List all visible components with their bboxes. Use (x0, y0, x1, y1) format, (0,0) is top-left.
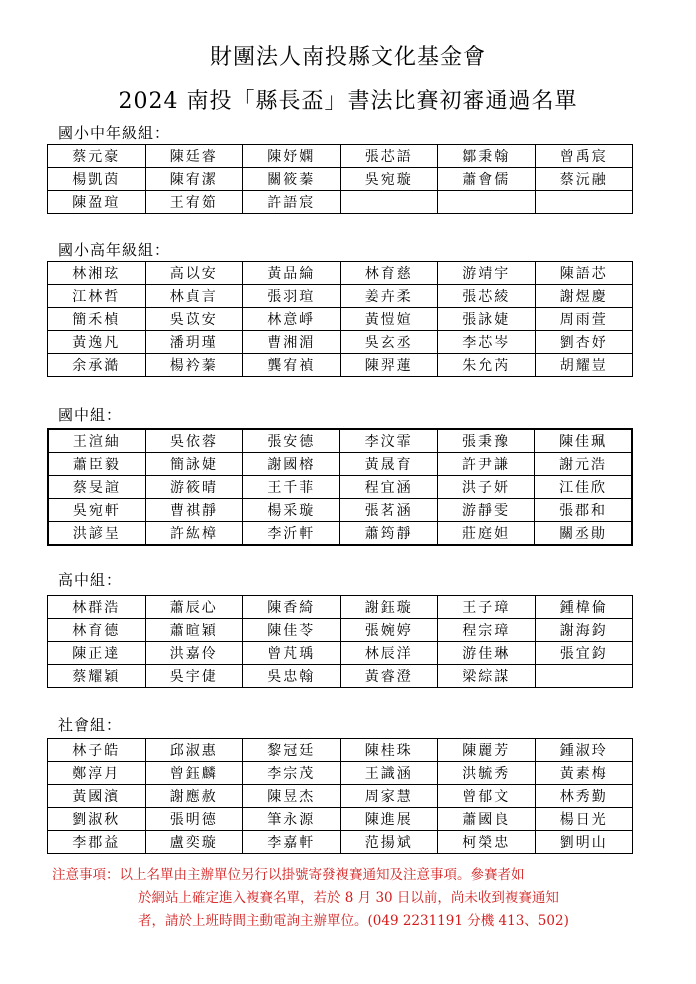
group-label: 社會組： (58, 716, 123, 734)
name-cell: 楊采璇 (243, 499, 340, 522)
name-cell: 黃逸凡 (48, 331, 146, 354)
name-cell: 謝國榕 (243, 453, 340, 476)
name-cell: 張芯綾 (438, 285, 536, 308)
name-cell: 謝煜慶 (535, 285, 633, 308)
name-cell: 林秀勤 (535, 785, 633, 808)
name-cell: 陳進展 (340, 808, 438, 831)
name-cell: 許紘樟 (145, 522, 242, 546)
name-cell: 洪毓秀 (438, 762, 536, 785)
name-cell: 陳佳珮 (535, 429, 632, 453)
name-cell: 林育慈 (340, 262, 438, 285)
name-cell: 范揚斌 (340, 831, 438, 854)
name-cell: 林湘玹 (48, 262, 146, 285)
name-cell: 蕭會儒 (438, 168, 536, 191)
names-table (47, 261, 633, 377)
name-cell: 李嘉軒 (243, 831, 341, 854)
name-cell: 周家慧 (340, 785, 438, 808)
table-row (48, 262, 633, 285)
names-table (47, 738, 633, 854)
name-cell: 曹湘湄 (243, 331, 341, 354)
table-row (48, 596, 633, 619)
name-cell: 陳正達 (48, 642, 146, 665)
name-cell: 謝應赦 (145, 785, 243, 808)
name-cell: 林育德 (48, 619, 146, 642)
table-row (48, 808, 633, 831)
group-label: 國小中年級組： (58, 124, 171, 142)
name-cell: 盧奕璇 (145, 831, 243, 854)
name-cell: 關筱蓁 (243, 168, 341, 191)
name-cell: 姜卉柔 (340, 285, 438, 308)
table-row (48, 308, 633, 331)
name-cell: 林群浩 (48, 596, 146, 619)
name-cell: 李郡益 (48, 831, 146, 854)
name-cell: 蕭臣毅 (48, 453, 145, 476)
name-cell: 游佳琳 (438, 642, 536, 665)
name-cell: 筆永源 (243, 808, 341, 831)
name-cell: 王識涵 (340, 762, 438, 785)
table-row (48, 739, 633, 762)
table-row (48, 429, 632, 453)
group-label: 高中組： (58, 571, 123, 589)
name-cell: 黃品綸 (243, 262, 341, 285)
name-cell: 游靖宇 (438, 262, 536, 285)
name-cell: 吳忠翰 (243, 665, 341, 688)
name-cell: 李宗茂 (243, 762, 341, 785)
name-cell: 陳香綺 (243, 596, 341, 619)
name-cell: 鍾椲倫 (535, 596, 633, 619)
name-cell: 吳苡安 (145, 308, 243, 331)
name-cell: 簡禾楨 (48, 308, 146, 331)
name-cell: 楊衿蓁 (145, 354, 243, 377)
name-cell: 王渲紬 (48, 429, 145, 453)
table-row (48, 168, 633, 191)
name-cell: 洪子妍 (437, 476, 534, 499)
name-cell: 高以安 (145, 262, 243, 285)
name-cell: 曹祺靜 (145, 499, 242, 522)
name-cell: 曾鈺麟 (145, 762, 243, 785)
name-cell: 楊日光 (535, 808, 633, 831)
name-cell: 吳宇倢 (145, 665, 243, 688)
name-cell: 張明德 (145, 808, 243, 831)
name-cell: 游靜雯 (437, 499, 534, 522)
names-table (47, 595, 633, 688)
name-cell: 張秉豫 (437, 429, 534, 453)
name-cell: 蔡元豪 (48, 145, 146, 168)
name-cell: 余承澔 (48, 354, 146, 377)
name-cell: 林子皓 (48, 739, 146, 762)
names-table (47, 428, 633, 546)
name-cell: 洪嘉伶 (145, 642, 243, 665)
name-cell (535, 665, 633, 688)
table-row (48, 453, 632, 476)
table-row (48, 665, 633, 688)
name-cell: 陳麗芳 (438, 739, 536, 762)
name-cell: 黃愷媗 (340, 308, 438, 331)
name-cell: 陳盈瑄 (48, 191, 146, 214)
name-cell: 林意崢 (243, 308, 341, 331)
name-cell: 龔宥禎 (243, 354, 341, 377)
table-row (48, 762, 633, 785)
page-title: 財團法人南投縣文化基金會 (209, 45, 486, 70)
name-cell: 許尹謙 (437, 453, 534, 476)
table-row (48, 191, 633, 214)
name-cell: 黃睿澄 (340, 665, 438, 688)
name-cell: 謝元浩 (535, 453, 632, 476)
table-row (48, 831, 633, 854)
name-cell: 黃國濱 (48, 785, 146, 808)
name-cell: 蕭辰心 (145, 596, 243, 619)
name-cell: 黃晟育 (340, 453, 437, 476)
name-cell: 蕭暄穎 (145, 619, 243, 642)
name-cell: 吳宛軒 (48, 499, 145, 522)
table-row (48, 331, 633, 354)
name-cell: 謝鈺璇 (340, 596, 438, 619)
table-row (48, 522, 632, 546)
name-cell: 簡詠婕 (145, 453, 242, 476)
name-cell: 吳宛璇 (340, 168, 438, 191)
name-cell: 劉明山 (535, 831, 633, 854)
name-cell: 陳昱杰 (243, 785, 341, 808)
table-row (48, 354, 633, 377)
name-cell: 陳佳苓 (243, 619, 341, 642)
name-cell: 李芯岑 (438, 331, 536, 354)
name-cell: 謝海鈞 (535, 619, 633, 642)
name-cell: 朱允芮 (438, 354, 536, 377)
name-cell: 陳妤嫻 (243, 145, 341, 168)
name-cell: 吳依蓉 (145, 429, 242, 453)
name-cell: 李汶霏 (340, 429, 437, 453)
name-cell: 梁綜謀 (438, 665, 536, 688)
name-cell: 劉淑秋 (48, 808, 146, 831)
table-row (48, 145, 633, 168)
name-cell: 林辰洋 (340, 642, 438, 665)
name-cell: 王子璋 (438, 596, 536, 619)
name-cell: 程宗璋 (438, 619, 536, 642)
name-cell: 林貞言 (145, 285, 243, 308)
name-cell: 張安德 (243, 429, 340, 453)
notice-line-2: 於網站上確定進入複賽名單，若於 8 月 30 日以前，尚未收到複賽通知 (138, 890, 559, 906)
name-cell: 李沂軒 (243, 522, 340, 546)
name-cell: 張郡和 (535, 499, 632, 522)
name-cell: 張羽瑄 (243, 285, 341, 308)
name-cell: 張婉婷 (340, 619, 438, 642)
name-cell: 張茗涵 (340, 499, 437, 522)
name-cell: 柯榮忠 (438, 831, 536, 854)
name-cell: 陳語芯 (535, 262, 633, 285)
name-cell: 陳宥潔 (145, 168, 243, 191)
name-cell: 關丞勛 (535, 522, 632, 546)
table-row (48, 499, 632, 522)
group-label: 國中組： (58, 406, 123, 424)
name-cell: 劉杏妤 (535, 331, 633, 354)
name-cell: 楊凱茵 (48, 168, 146, 191)
name-cell: 黃素梅 (535, 762, 633, 785)
name-cell: 潘玥瑾 (145, 331, 243, 354)
notice-line-3: 者，請於上班時間主動電詢主辦單位。(049 2231191 分機 413、502) (138, 913, 569, 929)
name-cell: 周雨萱 (535, 308, 633, 331)
table-row (48, 619, 633, 642)
name-cell: 蔡旻諠 (48, 476, 145, 499)
page-subtitle: 2024 南投「縣長盃」書法比賽初審通過名單 (118, 89, 578, 114)
name-cell (535, 191, 633, 214)
name-cell: 曾郁文 (438, 785, 536, 808)
table-row (48, 785, 633, 808)
name-cell: 蔡沅融 (535, 168, 633, 191)
name-cell: 張宜鈞 (535, 642, 633, 665)
table-row (48, 285, 633, 308)
name-cell: 程宜涵 (340, 476, 437, 499)
notice-block (52, 864, 648, 933)
name-cell (340, 191, 438, 214)
name-cell: 陳桂珠 (340, 739, 438, 762)
name-cell: 吳玄丞 (340, 331, 438, 354)
name-cell: 王宥筎 (145, 191, 243, 214)
group-label: 國小高年級組： (58, 241, 171, 259)
name-cell: 蕭筠靜 (340, 522, 437, 546)
name-cell: 邱淑惠 (145, 739, 243, 762)
name-cell: 鍾淑玲 (535, 739, 633, 762)
name-cell: 蕭國良 (438, 808, 536, 831)
name-cell: 許語宸 (243, 191, 341, 214)
name-cell: 曾禹宸 (535, 145, 633, 168)
name-cell: 鄒秉翰 (438, 145, 536, 168)
name-cell: 陳羿蓮 (340, 354, 438, 377)
notice-line-1: 注意事項：以上名單由主辦單位另行以掛號寄發複賽通知及注意事項。參賽者如 (52, 867, 525, 883)
name-cell: 莊庭妲 (437, 522, 534, 546)
name-cell: 黎冠廷 (243, 739, 341, 762)
name-cell: 張芯語 (340, 145, 438, 168)
name-cell: 曾芃瑀 (243, 642, 341, 665)
name-cell: 王千菲 (243, 476, 340, 499)
table-row (48, 642, 633, 665)
name-cell: 游筱晴 (145, 476, 242, 499)
name-cell: 鄭淳月 (48, 762, 146, 785)
name-cell: 胡耀豈 (535, 354, 633, 377)
table-row (48, 476, 632, 499)
name-cell (438, 191, 536, 214)
name-cell: 陳廷睿 (145, 145, 243, 168)
name-cell: 洪諺呈 (48, 522, 145, 546)
name-cell: 蔡耀穎 (48, 665, 146, 688)
name-cell: 張詠婕 (438, 308, 536, 331)
names-table (47, 144, 633, 214)
name-cell: 江林哲 (48, 285, 146, 308)
name-cell: 江佳欣 (535, 476, 632, 499)
